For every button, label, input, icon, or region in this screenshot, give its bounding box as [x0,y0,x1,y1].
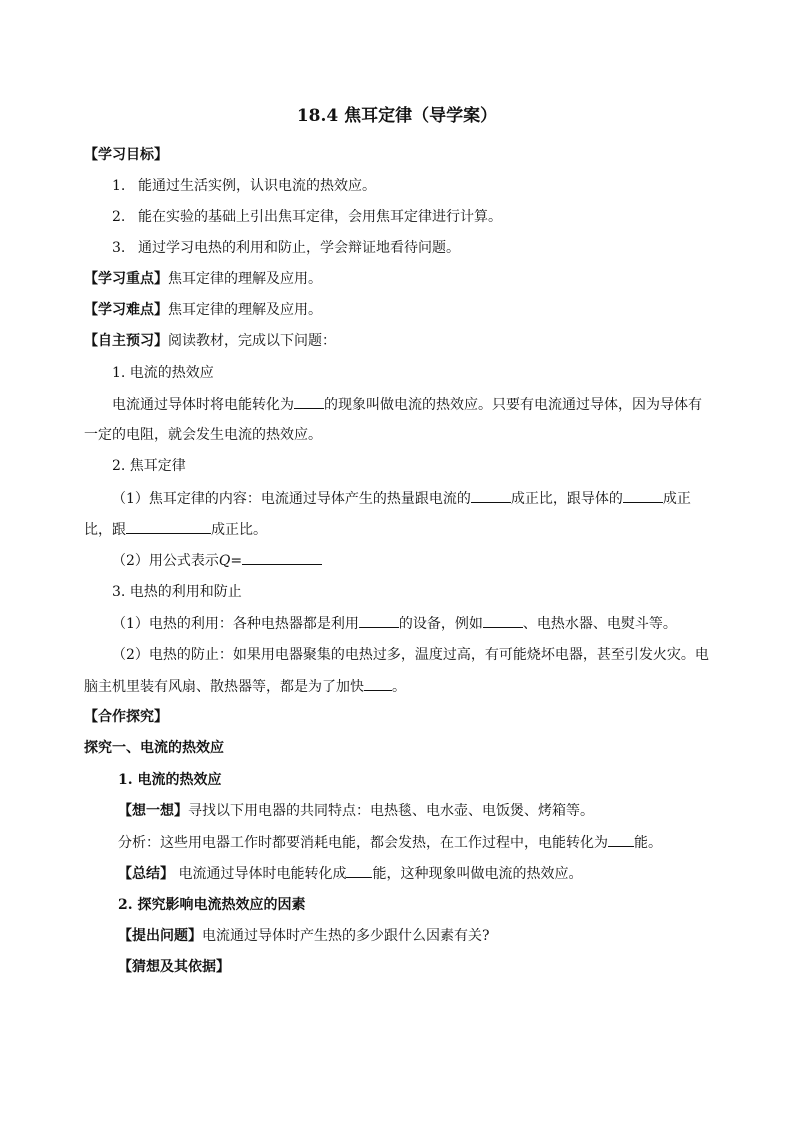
question-text: 电流通过导体时产生热的多少跟什么因素有关? [202,928,490,944]
summary-line [118,863,710,884]
think-label: 【想一想】 [118,803,188,819]
text-run: 能。 [634,835,662,851]
fill-blank [471,488,511,503]
text-run: 成正 [662,491,691,507]
text-run: 。 [392,679,406,695]
part-1-title: 1. 电流的热效应 [118,772,222,788]
part-2-title: 2. 探究影响电流热效应的因素 [118,897,306,913]
question-label: 【提出问题】 [118,928,202,944]
analysis-line [118,832,710,853]
goal-text: 能通过生活实例，认识电流的热效应。 [138,178,376,194]
text-run: 成正比，跟导体的 [510,491,623,507]
fill-blank [608,832,634,847]
fill-blank [242,550,322,565]
paragraph-line [112,550,710,571]
goal-number: 2. [112,209,126,225]
question-line [118,926,710,946]
key-point [84,269,710,289]
text-run: 分析：这些用电器工作时都要消耗电能，都会发热，在工作过程中，电能转化为 [118,835,608,851]
goal-number: 1. [112,178,126,194]
goal-item [112,238,710,258]
goal-item [112,176,710,196]
fill-blank [359,613,399,628]
inquiry-1-title: 探究一、电流的热效应 [84,740,224,756]
paragraph-line: （2）电热的防止：如果用电器聚集的电热过多，温度过高，有可能烧坏电器，甚至引发火灾。电 [112,647,709,663]
paragraph-line: 一定的电阻，就会发生电流的热效应。 [84,427,322,443]
fill-blank [346,863,372,878]
text-run: 电流通过导体时将电能转化为 [112,397,294,413]
fill-blank [623,488,663,503]
key-point-label: 【学习重点】 [84,271,168,287]
difficult-point-label: 【学习难点】 [84,302,168,318]
goal-text: 通过学习电热的利用和防止，学会辩证地看待问题。 [138,240,460,256]
think-line [118,801,710,821]
key-point-text: 焦耳定律的理解及应用。 [168,271,322,287]
paragraph-line [112,613,710,634]
preview-intro [84,331,710,351]
paragraph-line [112,488,710,509]
text-run: 脑主机里装有风扇、散热器等，都是为了加快 [84,679,364,695]
paragraph-line [84,519,710,540]
text-run: 电流通过导体时电能转化成 [174,866,347,882]
fill-blank [483,613,523,628]
text-run: = [230,553,243,569]
goal-number: 3. [112,240,126,256]
goals-header: 【学习目标】 [84,147,168,163]
goal-item [112,207,710,227]
fill-blank [126,519,211,534]
preview-text: 阅读教材，完成以下问题： [168,333,336,349]
paragraph-line [112,394,710,415]
fill-blank [364,676,392,691]
text-run: （1）电热的利用：各种电热器都是利用 [112,616,359,632]
difficult-point-text: 焦耳定律的理解及应用。 [168,302,322,318]
section-2-title: 2. 焦耳定律 [112,458,186,474]
text-run: 的设备，例如 [398,616,483,632]
formula-q: Q [218,553,231,569]
fill-blank [294,394,324,409]
difficult-point [84,300,710,320]
text-run: 能，这种现象叫做电流的热效应。 [372,866,583,882]
paragraph-line [84,676,710,697]
think-text: 寻找以下用电器的共同特点：电热毯、电水壶、电饭煲、烤箱等。 [188,803,594,819]
page-title: 18.4 焦耳定律（导学案） [296,106,498,126]
text-run: （1）焦耳定律的内容：电流通过导体产生的热量跟电流的 [112,491,471,507]
coop-header: 【合作探究】 [84,709,168,725]
guess-header: 【猜想及其依据】 [118,959,230,975]
preview-label: 【自主预习】 [84,333,168,349]
text-run: 比，跟 [84,522,126,538]
text-run: 、电热水器、电熨斗等。 [522,616,677,632]
text-run: （2）用公式表示 [112,553,219,569]
section-1-title: 1. 电流的热效应 [112,365,214,381]
goal-text: 能在实验的基础上引出焦耳定律，会用焦耳定律进行计算。 [138,209,502,225]
summary-label: 【总结】 [118,866,174,882]
section-3-title: 3. 电热的利用和防止 [112,584,242,600]
text-run: 成正比。 [211,522,267,538]
text-run: 的现象叫做电流的热效应。只要有电流通过导体，因为导体有 [324,397,702,413]
